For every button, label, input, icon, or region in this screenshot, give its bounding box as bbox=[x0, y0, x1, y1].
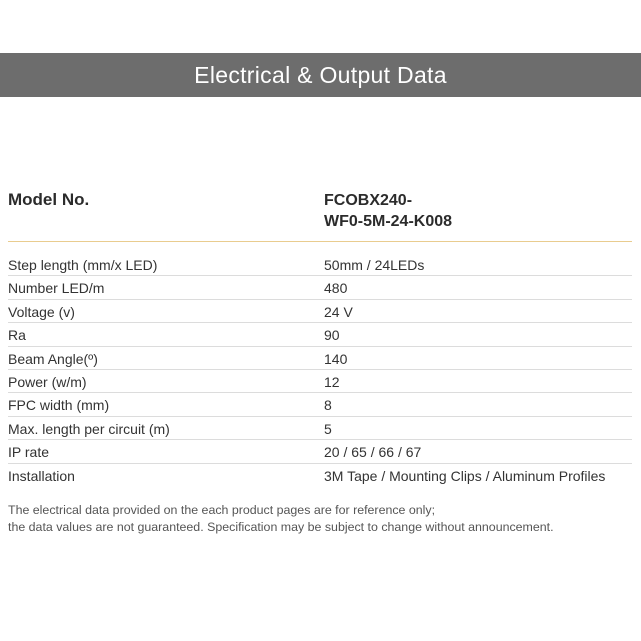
spec-label: Installation bbox=[8, 467, 75, 484]
spec-value: 50mm / 24LEDs bbox=[324, 257, 425, 273]
spec-value: 3M Tape / Mounting Clips / Aluminum Profiles bbox=[324, 467, 606, 484]
header-divider bbox=[8, 241, 632, 242]
spec-value: 480 bbox=[324, 280, 348, 297]
disclaimer-note bbox=[8, 502, 636, 536]
spec-table bbox=[8, 253, 632, 487]
section-header-banner bbox=[0, 53, 641, 97]
model-number-value bbox=[324, 190, 452, 232]
model-number-row bbox=[8, 190, 632, 240]
spec-row-step-length bbox=[8, 253, 632, 276]
model-number-value-line1: FCOBX240- bbox=[324, 192, 413, 209]
section-title: Electrical & Output Data bbox=[194, 61, 447, 88]
spec-value: 8 bbox=[324, 397, 332, 414]
spec-label: Max. length per circuit (m) bbox=[8, 420, 170, 437]
disclaimer-line: the data values are not guaranteed. Specification may be subject to change without announcement. bbox=[8, 520, 554, 534]
spec-label: IP rate bbox=[8, 444, 49, 461]
spec-row-ip-rate bbox=[8, 440, 632, 463]
spec-value: 90 bbox=[324, 327, 340, 344]
spec-row-beam-angle bbox=[8, 347, 632, 370]
spec-row-installation bbox=[8, 464, 632, 487]
spec-row-max-length bbox=[8, 417, 632, 440]
spec-label: Power (w/m) bbox=[8, 373, 87, 390]
spec-value: 20 / 65 / 66 / 67 bbox=[324, 444, 422, 461]
spec-value: 140 bbox=[324, 350, 348, 367]
spec-row-ra bbox=[8, 323, 632, 346]
spec-label: Ra bbox=[8, 327, 26, 344]
model-number-label: Model No. bbox=[8, 190, 90, 209]
spec-row-voltage bbox=[8, 300, 632, 323]
spec-row-power bbox=[8, 370, 632, 393]
spec-label: Beam Angle(º) bbox=[8, 350, 98, 367]
spec-label: Voltage (v) bbox=[8, 303, 75, 320]
spec-label: Step length (mm/x LED) bbox=[8, 257, 158, 273]
spec-label: FPC width (mm) bbox=[8, 397, 110, 414]
model-number-value-line2: WF0-5M-24-K008 bbox=[324, 213, 453, 230]
spec-row-fpc-width bbox=[8, 393, 632, 416]
spec-value: 5 bbox=[324, 420, 332, 437]
spec-label: Number LED/m bbox=[8, 280, 105, 297]
disclaimer-line: The electrical data provided on the each product pages are for reference only; bbox=[8, 503, 436, 517]
spec-value: 24 V bbox=[324, 303, 353, 320]
spec-row-number-led bbox=[8, 276, 632, 299]
spec-value: 12 bbox=[324, 373, 340, 390]
